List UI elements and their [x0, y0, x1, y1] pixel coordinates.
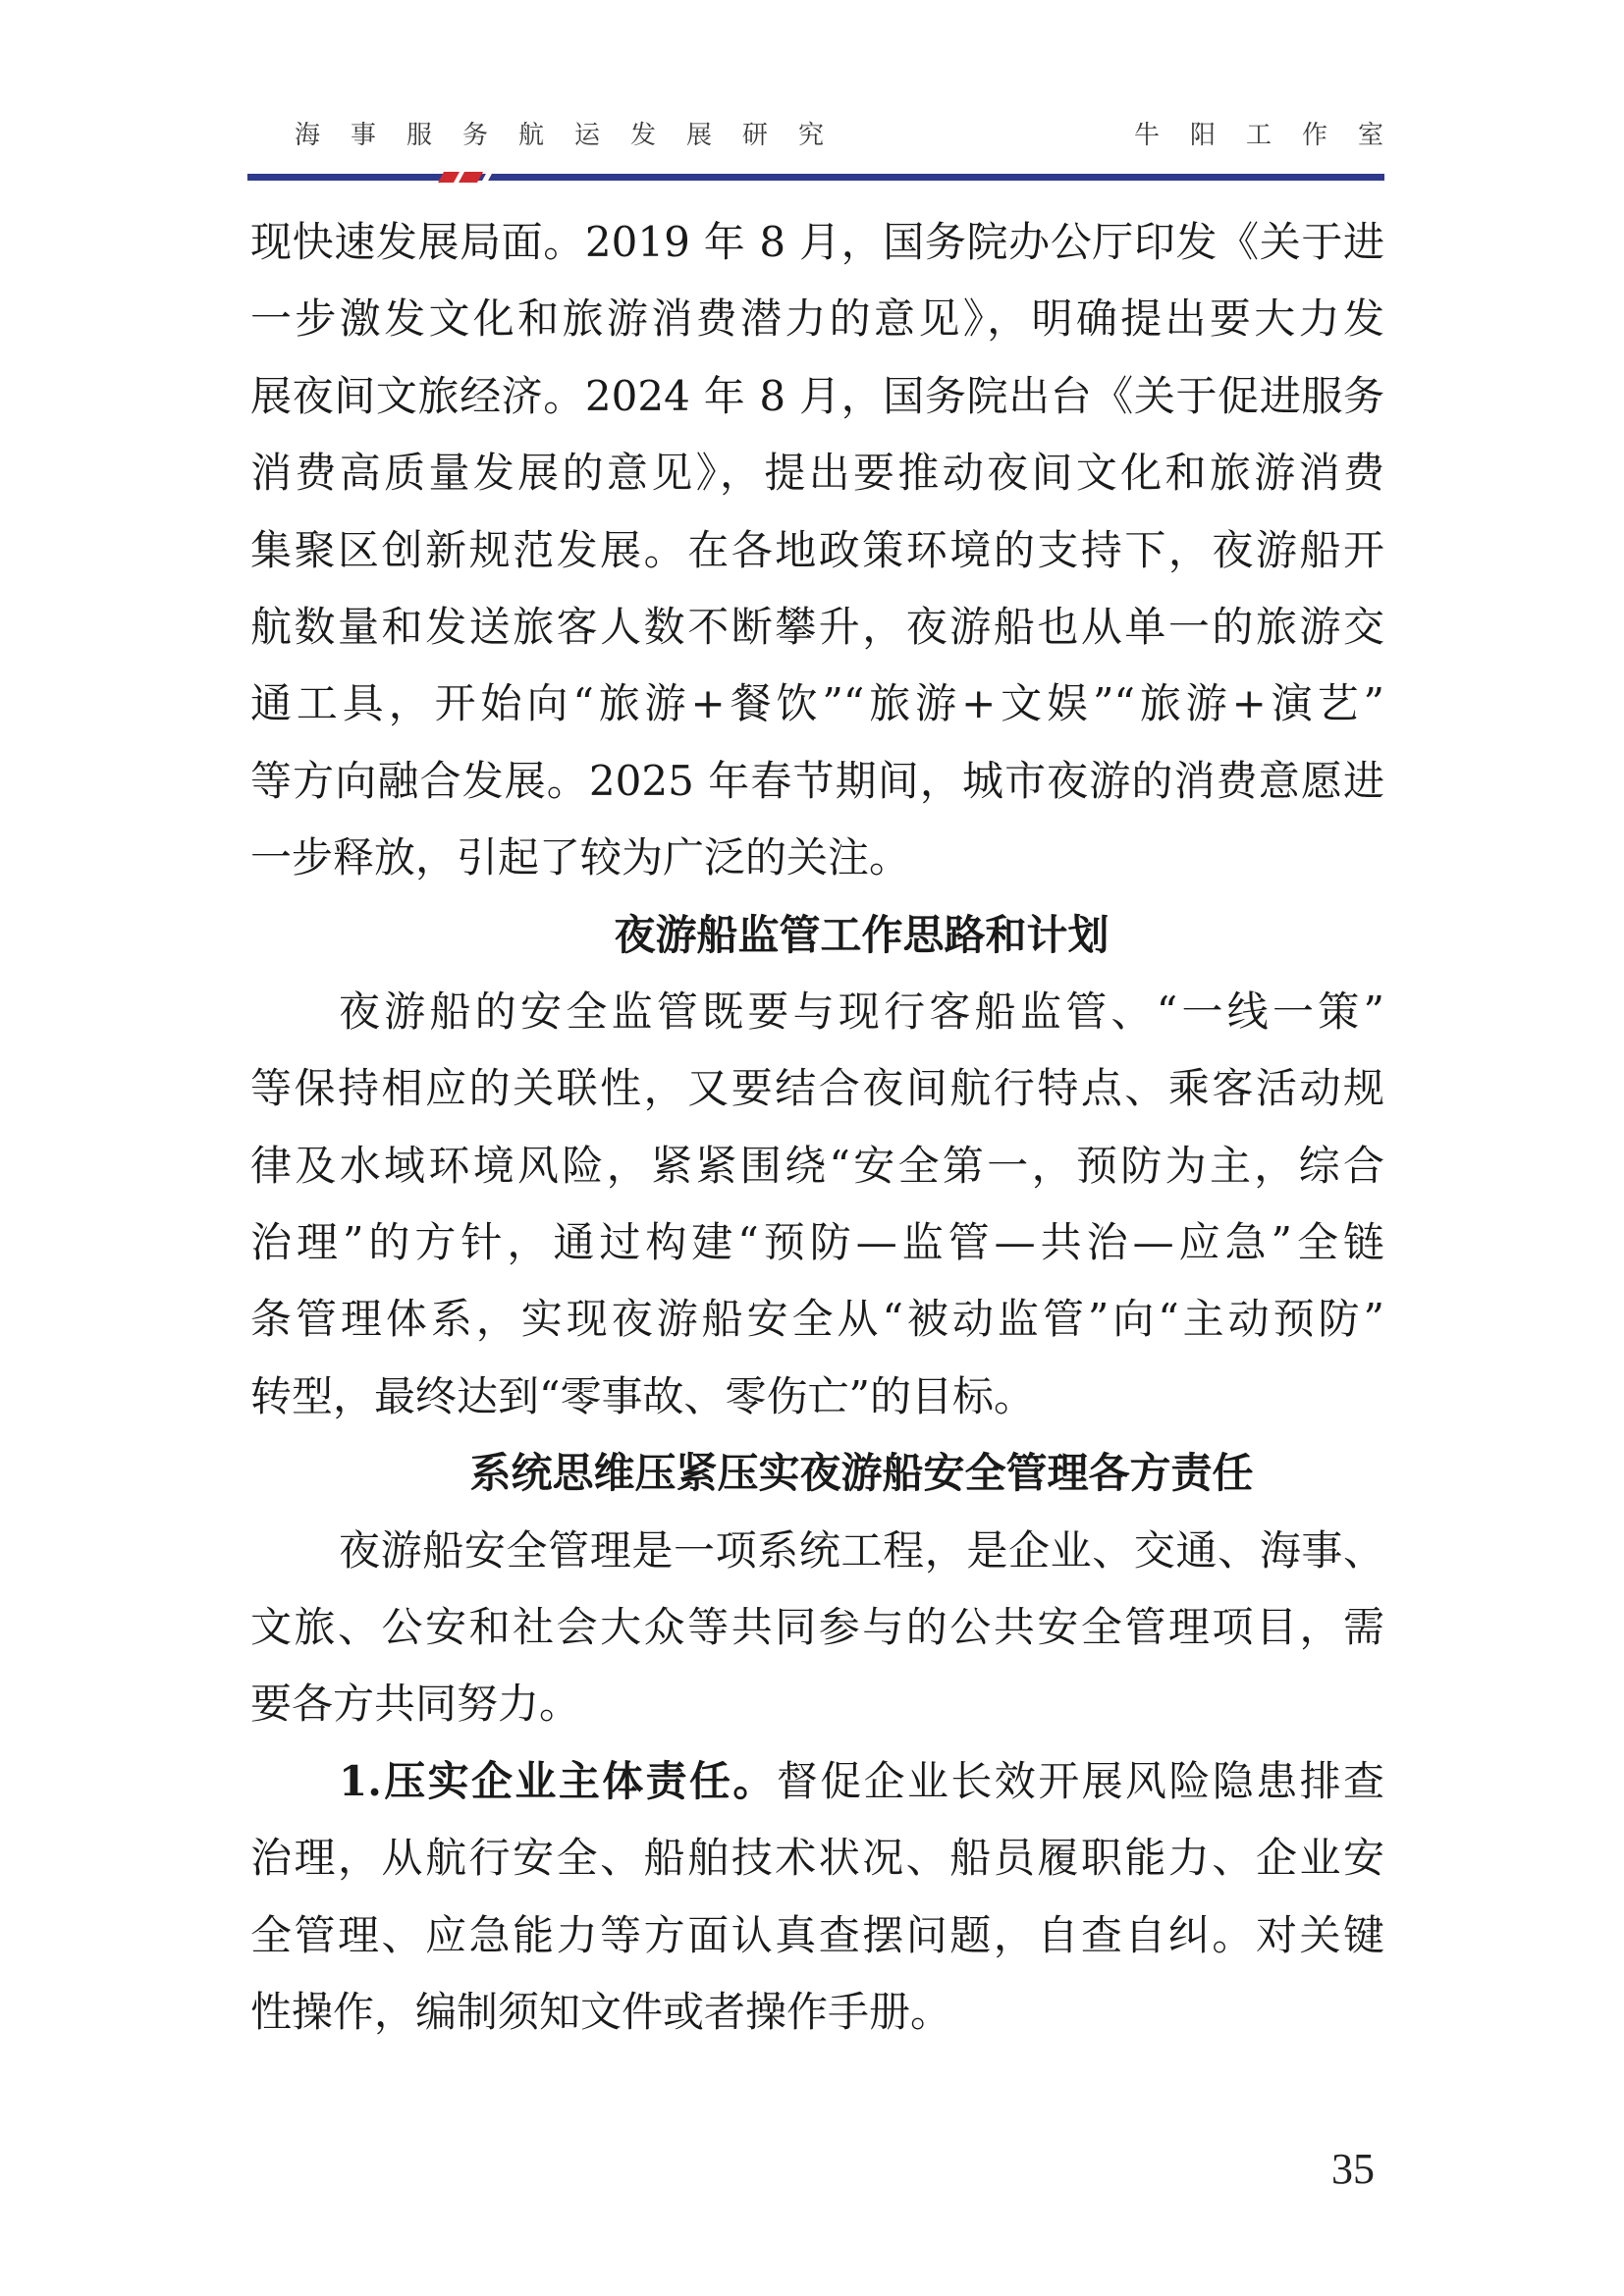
body-line: 通工具，开始向“旅游+餐饮”“旅游+文娱”“旅游+演艺”: [250, 679, 1384, 728]
item-text: 督促企业长效开展风险隐患排查: [776, 1756, 1384, 1805]
body-line: 律及水域环境风险，紧紧围绕“安全第一，预防为主，综合: [250, 1141, 1384, 1190]
body-line: 消费高质量发展的意见》，提出要推动夜间文化和旅游消费: [250, 449, 1384, 498]
header-rule: [247, 169, 1384, 185]
body-line: 一步激发文化和旅游消费潜力的意见》，明确提出要大力发: [250, 294, 1384, 344]
body-line: 集聚区创新规范发展。在各地政策环境的支持下，夜游船开: [250, 525, 1384, 574]
body-line: 等方向融合发展。2025 年春节期间，城市夜游的消费意愿进: [250, 756, 1384, 805]
body-line: 航数量和发送旅客人数不断攀升，夜游船也从单一的旅游交: [250, 602, 1384, 651]
header-left-title: 海事服务航运发展研究: [295, 121, 855, 150]
item-lead: 1.压实企业主体责任。: [339, 1756, 777, 1805]
section-2-paragraph: [250, 1513, 1384, 1743]
body-line: 治理”的方针，通过构建“预防—监管—共治—应急”全链: [250, 1218, 1384, 1267]
body-line: 条管理体系，实现夜游船安全从“被动监管”向“主动预防”: [250, 1295, 1384, 1344]
section-heading: 夜游船监管工作思路和计划: [614, 910, 1110, 959]
body-line: 治理，从航行安全、船舶技术状况、船员履职能力、企业安: [250, 1834, 1384, 1883]
page-number: 35: [1331, 2145, 1375, 2193]
body-line: 等保持相应的关联性，又要结合夜间航行特点、乘客活动规: [250, 1064, 1384, 1113]
intro-paragraph: [250, 204, 1384, 897]
body-line: 性操作，编制须知文件或者操作手册。: [250, 1987, 952, 2036]
body-line: 夜游船安全管理是一项系统工程，是企业、交通、海事、: [339, 1525, 1384, 1575]
section-heading: 系统思维压紧压实夜游船安全管理各方责任: [469, 1449, 1254, 1498]
body-line: 文旅、公安和社会大众等共同参与的公共安全管理项目，需: [250, 1603, 1384, 1652]
body-text: [250, 204, 1384, 2051]
item-1-paragraph: [250, 1743, 1384, 2052]
body-line: 夜游船的安全监管既要与现行客船监管、“一线一策”: [339, 987, 1384, 1036]
body-line: [250, 1743, 1384, 1820]
body-line: 一步释放，引起了较为广泛的关注。: [250, 833, 911, 882]
body-line: 转型，最终达到“零事故、零伤亡”的目标。: [250, 1371, 1035, 1420]
header-right-title: 牛阳工作室: [1134, 121, 1415, 150]
body-line: 要各方共同努力。: [250, 1680, 581, 1729]
section-1-paragraph: [250, 974, 1384, 1435]
header-rule-bar: [247, 174, 1384, 181]
body-line: 展夜间文旅经济。2024 年 8 月，国务院出台《关于促进服务: [250, 371, 1384, 420]
body-line: 现快速发展局面。2019 年 8 月，国务院办公厅印发《关于进: [250, 218, 1384, 266]
body-line: 全管理、应急能力等方面认真查摆问题，自查自纠。对关键: [250, 1910, 1384, 1959]
